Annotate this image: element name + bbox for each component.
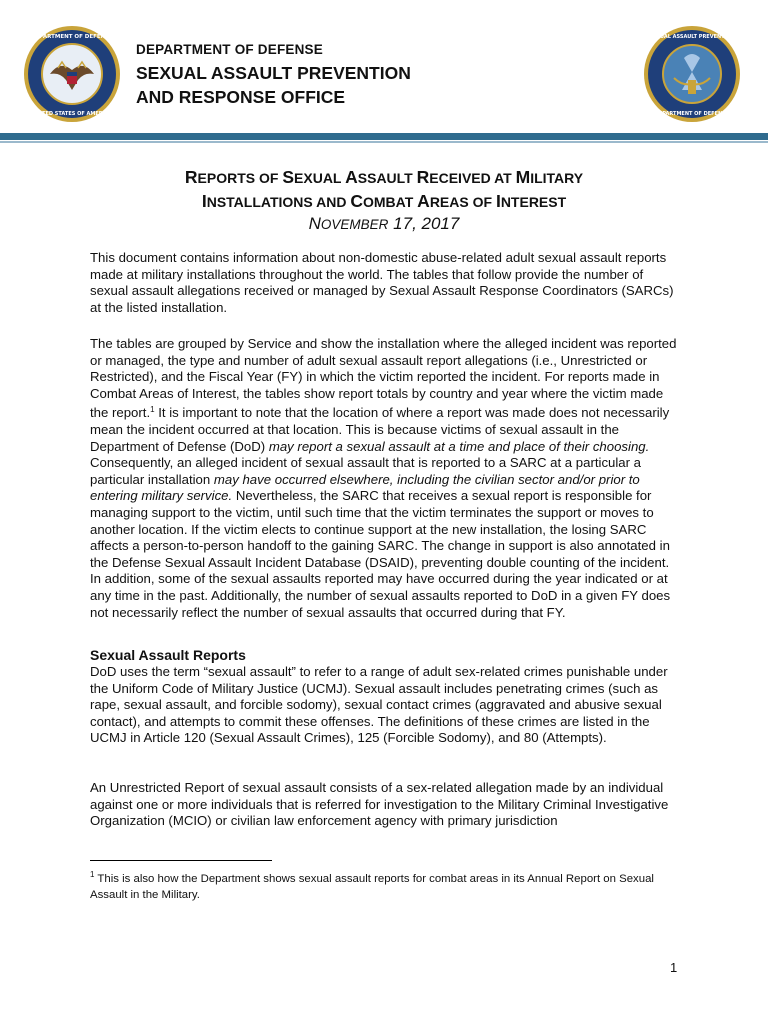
svg-text:DEPARTMENT OF DEFENSE: DEPARTMENT OF DEFENSE (31, 34, 113, 40)
svg-text:UNITED STATES OF AMERICA: UNITED STATES OF AMERICA (31, 111, 113, 117)
footnote: $^1$ This is also how the Department shows sexual assault reports for combat areas in its Annual Report on Sexual Assault in the Military. (90, 870, 654, 901)
sapro-seal-logo (642, 24, 742, 124)
sexual-assault-definition-paragraph: DoD uses the term “sexual assault” to refer to a range of adult sex-related crimes punishable under the Uniform Code of Military Justice (UCMJ). Sexual assault includes penetrating crimes (such as rape, sexual assault, and forcible sodomy), sexual contact crimes (aggravated and abusive sexual contact), and attempts to commit these offenses. The definitions of these crimes are listed in the UCMJ in Article 120 (Sexual Assault Crimes), 125 (Forcible Sodomy), and 80 (Attempts). (90, 664, 668, 746)
intro-paragraph: This document contains information about non-domestic abuse-related adult sexual assault reports made at military installations throughout the world. The tables that follow provide the number of sexual assault allegations received or managed by Sexual Assault Response Coordinators (SARCs) at the listed installation. (90, 250, 674, 315)
section-heading: Sexual Assault Reports (90, 647, 246, 663)
office-name-line1: SEXUAL ASSAULT PREVENTION (136, 63, 411, 83)
svg-text:DEPARTMENT OF DEFENSE: DEPARTMENT OF DEFENSE (654, 111, 730, 117)
organization-header (136, 42, 411, 108)
unrestricted-report-paragraph: An Unrestricted Report of sexual assault consists of a sex-related allegation made by an individual against one or more individuals that is referred for investigation to the Military Criminal Investigative Organization (MCIO) or civilian law enforcement agency with primary jurisdiction (90, 780, 669, 829)
document-title-line2: INSTALLATIONS AND COMBAT AREAS OF INTEREST (201, 191, 567, 211)
document-date: NOVEMBER 17, 2017 (308, 214, 460, 233)
office-name-line2: AND RESPONSE OFFICE (136, 87, 346, 107)
department-name: DEPARTMENT OF DEFENSE (136, 42, 323, 57)
header-rule (0, 133, 768, 140)
document-title-line1: REPORTS OF SEXUAL ASSAULT RECEIVED AT MILITARY (184, 167, 584, 187)
dod-seal-logo (22, 24, 122, 124)
header-rule-thin (0, 141, 768, 143)
page-number: 1 (670, 960, 678, 975)
footnote-separator (90, 860, 272, 861)
svg-text:SEXUAL ASSAULT PREVENTION: SEXUAL ASSAULT PREVENTION (649, 34, 735, 40)
tables-description-paragraph: The tables are grouped by Service and show the installation where the alleged incident was reported or managed, the type and number of adult sexual assault report allegations (i.e., Unrestricted or Restricted), and the Fiscal Year (FY) in which the victim reported the incident. For reports made in Combat Areas of Interest, the tables show report totals by country and year where the victim made the report.$^1$ It is important to note that the location of where a report was made does not necessarily mean the incident occurred at that location. This is because victims of sexual assault in the Department of Defense (DoD) may report a sexual assault at a time and place of their choosing. Consequently, an alleged incident of sexual assault that is reported to a SARC at a particular a particular installation may have occurred elsewhere, including the civilian sector and/or prior to entering military service. Nevertheless, the SARC that receives a sexual report is responsible for managing support to the victim, until such time that the victim terminates the support or moves to another location. If the victim elects to continue support at the new installation, the losing SARC affects a person-to-person handoff to the gaining SARC. The change in support is also annotated in the Defense Sexual Assault Incident Database (DSAID), preventing double counting of the incident. In addition, some of the sexual assaults reported may have occurred during the year indicated or at any time in the past. Additionally, the number of sexual assaults reported to DoD in a given FY does not necessarily reflect the number of sexual assaults that occurred during that FY. (90, 336, 677, 620)
footnote-reference: 1 (150, 405, 155, 415)
